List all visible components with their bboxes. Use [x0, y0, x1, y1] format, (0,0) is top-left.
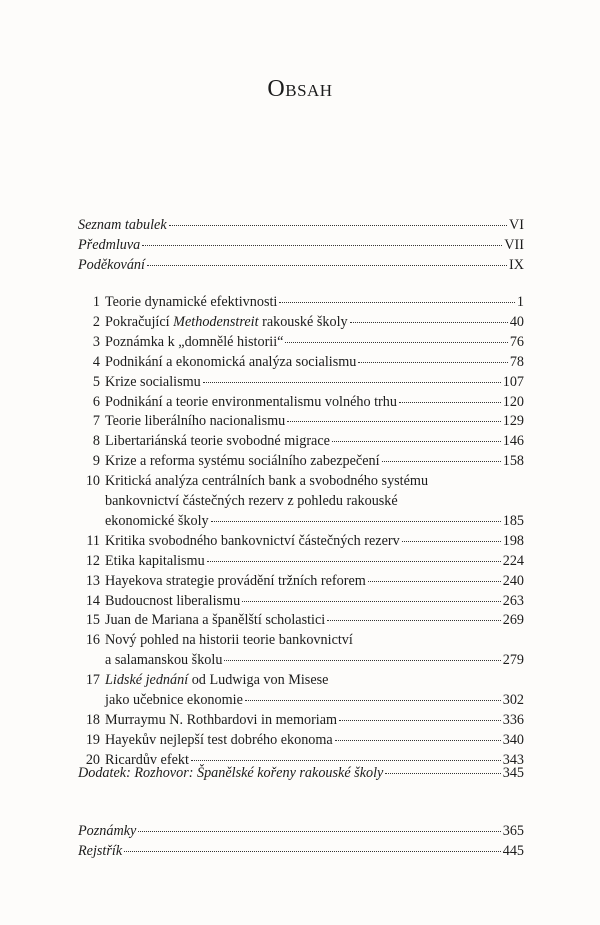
chapter-item[interactable]: [78, 373, 524, 393]
chapter-number: 17: [85, 672, 100, 689]
chapter-item[interactable]: [78, 572, 524, 592]
chapter-title-line: Kritická analýza centrálních bank a svobodného systému: [105, 473, 429, 490]
dot-leader: [124, 851, 501, 852]
page-number: 120: [502, 393, 524, 410]
chapter-item[interactable]: [78, 532, 524, 552]
chapter-number: 8: [92, 433, 100, 450]
page-number: 345: [502, 765, 524, 781]
chapter-title: Teorie liberálního nacionalismu: [105, 413, 286, 430]
chapter-title: Ricardův efekt: [105, 751, 189, 768]
dot-leader: [203, 382, 501, 383]
front-matter-item[interactable]: [78, 256, 524, 276]
chapter-title: Poznámka k „domnělé historii“: [105, 333, 284, 350]
page-number: 146: [502, 433, 524, 450]
chapter-number: 13: [85, 572, 100, 589]
italic-title: Lidské jednání: [105, 672, 189, 689]
chapter-title: Hayekův nejlepší test dobrého ekonoma: [105, 731, 333, 748]
front-matter-list: [78, 216, 524, 276]
front-matter-item[interactable]: [78, 216, 524, 236]
chapter-number: 12: [85, 552, 100, 569]
dot-leader: [335, 740, 501, 741]
chapter-title: Murraymu N. Rothbardovi in memoriam: [105, 711, 338, 728]
dot-leader: [339, 720, 501, 721]
page-number: 185: [502, 512, 524, 529]
page-number: 263: [502, 592, 524, 609]
back-matter-item[interactable]: [78, 842, 524, 862]
chapter-title: Etika kapitalismu: [105, 552, 205, 569]
page-number: 343: [502, 751, 524, 768]
chapter-title: Pokračující Methodenstreit rakouské školy: [105, 313, 348, 330]
page-number: 340: [502, 731, 524, 748]
chapter-item[interactable]: [78, 393, 524, 413]
page-number: 279: [502, 652, 524, 669]
page-number: 302: [502, 692, 524, 709]
dot-leader: [147, 265, 507, 266]
dot-leader: [358, 362, 507, 363]
chapter-title: Hayekova strategie provádění tržních reforem: [105, 572, 366, 589]
dot-leader: [169, 225, 507, 226]
dot-leader: [332, 441, 501, 442]
chapter-number: 4: [92, 353, 100, 370]
chapter-item[interactable]: [78, 711, 524, 731]
dot-leader: [245, 700, 501, 701]
page-number: 336: [502, 711, 524, 728]
chapter-title-line: bankovnictví částečných rezerv z pohledu rakouské: [105, 493, 398, 510]
page-number: 158: [502, 453, 524, 470]
dot-leader: [279, 302, 515, 303]
chapter-title: Podnikání a ekonomická analýza socialismu: [105, 353, 357, 370]
chapter-title: Krize a reforma systému sociálního zabezpečení: [105, 453, 380, 470]
dot-leader: [382, 461, 501, 462]
page-number: VII: [504, 236, 524, 253]
chapter-item[interactable]: [78, 472, 524, 532]
dot-leader: [207, 561, 501, 562]
entry-title: Dodatek: Rozhovor: Španělské kořeny rakouské školy: [78, 765, 384, 781]
dot-leader: [402, 541, 501, 542]
chapter-title: Krize socialismu: [105, 373, 201, 390]
chapter-title-line: Lidské jednání od Ludwiga von Misese: [105, 672, 329, 689]
chapter-title: a salamanskou školu: [105, 652, 223, 669]
chapter-number: 15: [85, 612, 100, 629]
entry-title: Předmluva: [78, 236, 141, 253]
chapter-number: 3: [92, 333, 100, 350]
page-number: 1: [516, 294, 524, 310]
page-number: 224: [502, 552, 524, 569]
dot-leader: [350, 322, 508, 323]
chapter-title: jako učebnice ekonomie: [105, 692, 243, 709]
chapter-number: 1: [92, 294, 100, 310]
entry-title: Poznámky: [78, 823, 137, 839]
chapter-item[interactable]: [78, 731, 524, 751]
chapter-title: Budoucnost liberalismu: [105, 592, 241, 609]
dot-leader: [368, 581, 501, 582]
chapter-item[interactable]: [78, 611, 524, 631]
chapter-item[interactable]: [78, 412, 524, 432]
dot-leader: [138, 831, 500, 832]
chapter-title-line: Nový pohled na historii teorie bankovnictví: [105, 632, 353, 649]
page-number: 269: [502, 612, 524, 629]
entry-title: Poděkování: [78, 256, 145, 273]
dot-leader: [142, 245, 502, 246]
page-number: 365: [502, 823, 524, 839]
chapter-title: Libertariánská teorie svobodné migrace: [105, 433, 330, 450]
page-number: 240: [502, 572, 524, 589]
chapter-item[interactable]: [78, 671, 524, 711]
dot-leader: [224, 660, 500, 661]
chapter-number: 14: [85, 592, 100, 609]
dot-leader: [399, 402, 501, 403]
chapter-title: Podnikání a teorie environmentalismu volného trhu: [105, 393, 397, 410]
chapter-number: 19: [85, 731, 100, 748]
chapter-item[interactable]: [78, 333, 524, 353]
page-number: 78: [509, 353, 524, 370]
chapter-title: Teorie dynamické efektivnosti: [105, 294, 278, 310]
dot-leader: [211, 521, 501, 522]
dot-leader: [287, 421, 500, 422]
page-number: 129: [502, 413, 524, 430]
chapter-number: 10: [85, 473, 100, 490]
chapter-number: 20: [85, 751, 100, 768]
chapter-item[interactable]: [78, 432, 524, 452]
dot-leader: [285, 342, 507, 343]
page-number: 445: [502, 842, 524, 859]
chapter-number: 9: [92, 453, 100, 470]
chapter-item[interactable]: [78, 313, 524, 333]
dot-leader: [327, 620, 500, 621]
page-number: IX: [509, 256, 524, 273]
entry-title: Seznam tabulek: [78, 217, 167, 233]
chapter-title: Kritika svobodného bankovnictví částečných rezerv: [105, 532, 400, 549]
page-number: 107: [502, 373, 524, 390]
chapter-number: 5: [92, 373, 100, 390]
entry-title: Rejstřík: [78, 842, 123, 859]
chapter-number: 7: [92, 413, 100, 430]
chapter-item[interactable]: [78, 293, 524, 313]
page-title: Obsah: [267, 76, 333, 102]
chapter-number: 16: [85, 632, 100, 649]
italic-title: Methodenstreit: [173, 313, 259, 330]
chapter-item[interactable]: [78, 353, 524, 373]
page-number: 40: [509, 313, 524, 330]
chapter-title: ekonomické školy: [105, 512, 209, 529]
chapter-list: [78, 293, 524, 771]
dot-leader: [242, 601, 501, 602]
page-number: 198: [502, 532, 524, 549]
front-matter-item[interactable]: [78, 236, 524, 256]
chapter-number: 18: [85, 711, 100, 728]
back-matter-list: [78, 822, 524, 862]
page-number: 76: [509, 333, 524, 350]
chapter-number: 2: [92, 313, 100, 330]
back-matter-item[interactable]: [78, 822, 524, 842]
chapter-number: 6: [92, 393, 100, 410]
appendix-item[interactable]: [78, 764, 524, 784]
chapter-item[interactable]: [78, 631, 524, 671]
chapter-number: 11: [86, 532, 100, 549]
appendix-entry: [78, 764, 524, 784]
dot-leader: [385, 773, 500, 774]
dot-leader: [191, 760, 501, 761]
chapter-item[interactable]: [78, 452, 524, 472]
chapter-title: Juan de Mariana a španělští scholastici: [105, 612, 326, 629]
page-number: VI: [509, 217, 524, 233]
chapter-item[interactable]: [78, 552, 524, 572]
chapter-item[interactable]: [78, 592, 524, 612]
